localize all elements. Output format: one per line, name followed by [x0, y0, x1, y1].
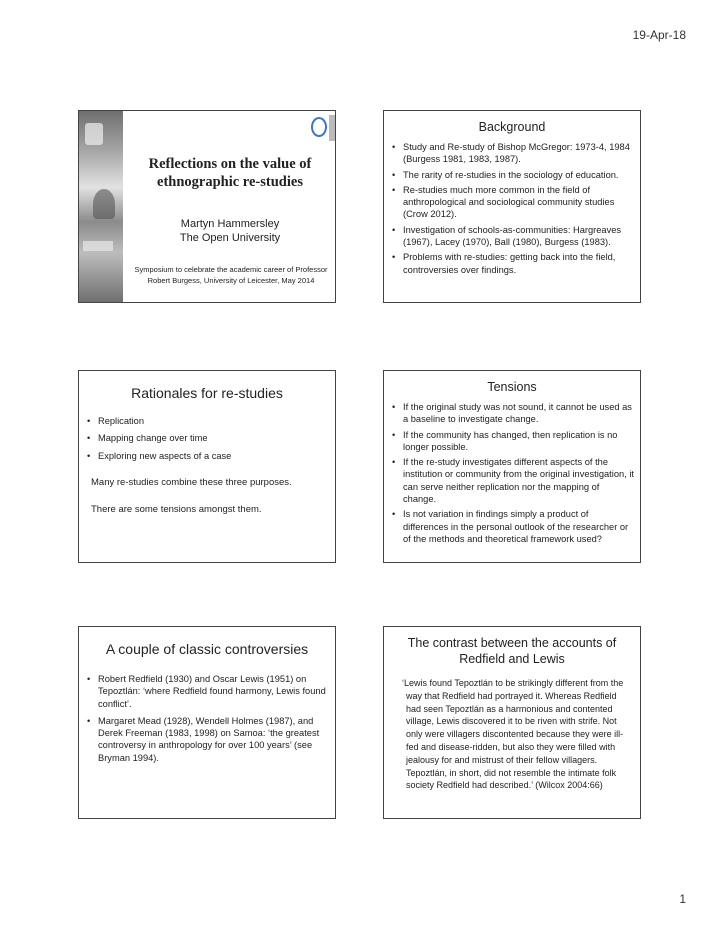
page-number: 1 [679, 892, 686, 906]
open-university-logo-icon [311, 117, 327, 137]
decorative-photo-strip [79, 111, 123, 302]
bullet-list [392, 401, 634, 545]
slide-heading: The contrast between the accounts of Redfield and Lewis [407, 636, 617, 666]
slide-heading: A couple of classic controversies [105, 641, 309, 657]
slide-background [383, 110, 641, 303]
list-item: • Replication [87, 415, 329, 427]
list-item: • Mapping change over time [87, 432, 329, 444]
list-item: • If the re-study investigates different aspects of the institution or community from the original investigation, it can serve neither replication nor the mapping of change. [392, 456, 634, 505]
list-item: • If the community has changed, then replication is no longer possible. [392, 429, 634, 454]
handout-date: 19-Apr-18 [632, 28, 686, 42]
list-item: • Is not variation in findings simply a product of differences in the personal outlook of the researcher or of the methods and theoretical framework used? [392, 508, 634, 545]
list-item: • Investigation of schools-as-communities: Hargreaves (1967), Lacey (1970), Ball (1980), Burgess (1983). [392, 224, 634, 249]
author-affiliation: The Open University [179, 232, 281, 244]
list-item: • Re-studies much more common in the field of anthropological and sociological community studies (Crow 2012). [392, 184, 634, 221]
slide-heading: Background [478, 120, 546, 134]
university-logo-bar [329, 115, 335, 141]
slide-controversies [78, 626, 336, 819]
photo-shape [85, 123, 103, 145]
bullet-list [87, 673, 329, 764]
list-item: • Study and Re-study of Bishop McGregor: 1973-4, 1984 (Burgess 1981, 1983, 1987). [392, 141, 634, 166]
slide-rationales [78, 370, 336, 563]
list-item: • The rarity of re-studies in the sociology of education. [392, 169, 634, 181]
slide-heading: Rationales for re-studies [131, 385, 283, 401]
slide-contrast [383, 626, 641, 819]
list-item: • Robert Redfield (1930) and Oscar Lewis (1951) on Tepoztlán: ‘where Redfield found harmony, Lewis found conflict’. [87, 673, 329, 710]
photo-shape [93, 189, 115, 219]
photo-shape [83, 241, 113, 251]
bullet-list [392, 141, 634, 276]
list-item: • If the original study was not sound, it cannot be used as a baseline to investigate change. [392, 401, 634, 426]
list-item: • Exploring new aspects of a case [87, 450, 329, 462]
list-item: • Margaret Mead (1928), Wendell Holmes (1987), and Derek Freeman (1983, 1998) on Samoa: ‘the greatest controversy in anthropology for over 100 years’ (see Bryman 1994). [87, 715, 329, 764]
presentation-title: Reflections on the value of ethnographic re-studies [148, 156, 312, 190]
body-paragraph: Many re-studies combine these three purposes. [91, 476, 292, 488]
slide-heading: Tensions [487, 380, 537, 394]
author-block [131, 217, 329, 245]
slide-title [78, 110, 336, 303]
list-item: • Problems with re-studies: getting back into the field, controversies over findings. [392, 251, 634, 276]
bullet-list [87, 415, 329, 462]
quotation: ‘Lewis found Tepoztlán to be strikingly different from the way that Redfield had portrayed it. Whereas Redfield had seen Tepoztlán as a harmonious and contented village, Lewis discovered it to be riven with strife. Not only were villagers discontented because they were ill-fed and disease-ridden, but also they were filled with jealousy for and mistrust of their fellow villagers. Tepoztlán, in short, did not resemble the intimate folk society Redfield had described.’ (Wilcox 2004:66) [402, 678, 624, 791]
event-description: Symposium to celebrate the academic career of Professor Robert Burgess, University of Leicester, May 2014 [134, 265, 328, 285]
slide-tensions [383, 370, 641, 563]
author-name: Martyn Hammersley [180, 218, 280, 230]
body-paragraph: There are some tensions amongst them. [91, 503, 262, 515]
